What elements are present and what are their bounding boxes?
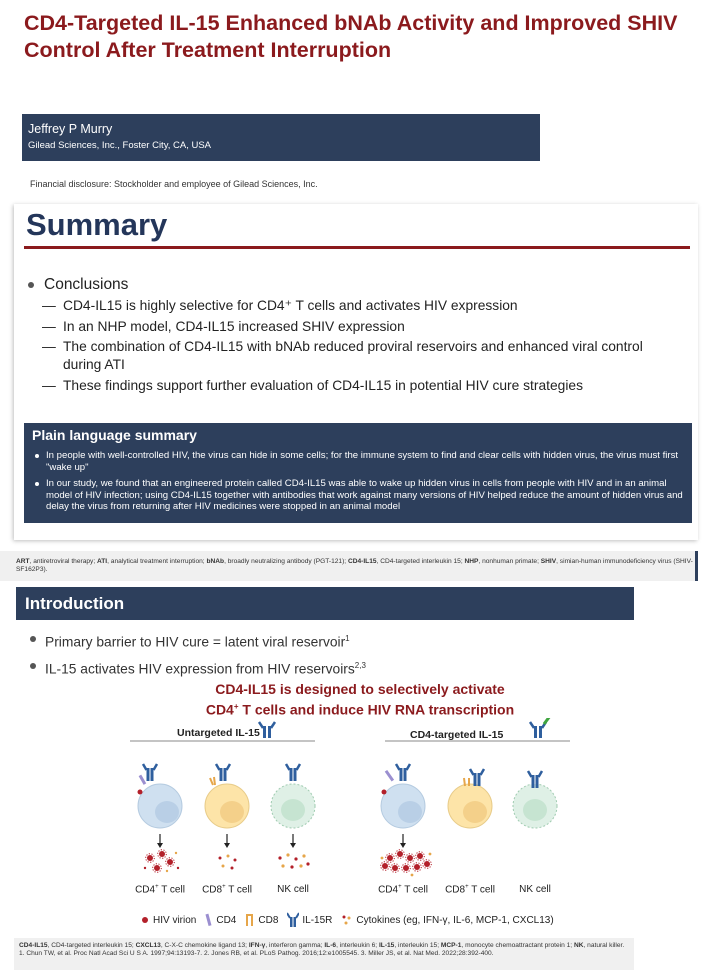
- nk-cell-untargeted: [271, 764, 315, 869]
- conclusion-item: — These findings support further evaluation of CD4-IL15 in potential HIV cure strategies: [42, 377, 682, 395]
- il15r-icon: [287, 912, 299, 928]
- abbrev-term: ART: [16, 558, 30, 565]
- bullet-dot: [28, 282, 34, 288]
- virion-icon: [140, 915, 150, 925]
- abbrev-def: , simian-human immunodeficiency virus (SHIV-SF162P3).: [16, 558, 693, 574]
- cd4-il15-icon: [530, 718, 550, 738]
- intro-bullet: Primary barrier to HIV cure = latent viral reservoir$^1$: [30, 630, 366, 652]
- summary-divider: [24, 246, 690, 249]
- introduction-header: Introduction: [16, 587, 634, 620]
- cd4-cell-targeted: [381, 764, 432, 876]
- abbrev-term: NHP: [464, 558, 479, 565]
- abbrev-term: ATI: [97, 558, 108, 565]
- il15-mechanism-diagram: [120, 718, 620, 910]
- intro-bullet: IL-15 activates HIV expression from HIV reservoirs$^{2,3}$: [30, 657, 366, 679]
- cytokine-icon: [341, 914, 353, 926]
- nk-cell-targeted: [513, 771, 557, 828]
- abbrev-term: CXCL13: [135, 942, 161, 949]
- abbrev-term: bNAb: [206, 558, 225, 565]
- abbrev-def: , nonhuman primate;: [478, 558, 541, 565]
- footnote-abbreviations: [19, 942, 634, 950]
- abbrev-def: , broadly neutralizing antibody (PGT-121);: [224, 558, 348, 565]
- plain-language-title: Plain language summary: [32, 427, 197, 443]
- abbrev-term: IFN-γ: [248, 942, 266, 949]
- summary-abbreviations: [16, 558, 696, 575]
- cell-label-cd4: CD4+ T cell: [378, 884, 428, 896]
- financial-disclosure: Financial disclosure: Stockholder and employee of Gilead Sciences, Inc.: [30, 179, 318, 189]
- cell-label-cd8: CD8+ T cell: [445, 884, 495, 896]
- abbrev-term: CD4-IL15: [19, 942, 48, 949]
- abbrev-def: , analytical treatment interruption;: [107, 558, 207, 565]
- abbrev-def: , CD4-targeted interleukin 15;: [47, 942, 136, 949]
- abbrev-def: , interleukin 15;: [394, 942, 441, 949]
- conclusion-item: — CD4-IL15 is highly selective for CD4⁺ T cells and activates HIV expression: [42, 297, 682, 315]
- conclusions-heading: Conclusions: [28, 276, 128, 294]
- abbrev-def: , interferon gamma;: [265, 942, 325, 949]
- abbrev-def: , interleukin 6;: [336, 942, 379, 949]
- il15-icon-untargeted: [259, 722, 275, 738]
- figure-caption: CD4-IL15 is designed to selectively activate CD4+ T cells and induce HIV RNA transcription: [205, 681, 515, 718]
- author-name: Jeffrey P Murry: [28, 122, 113, 136]
- legend-cytokines: Cytokines (eg, IFN-γ, IL-6, MCP-1, CXCL13): [341, 914, 553, 926]
- cell-label-cd4: CD4+ T cell: [135, 884, 185, 896]
- poster-title: CD4-Targeted IL-15 Enhanced bNAb Activity and Improved SHIV Control After Treatment Interruption: [24, 11, 678, 62]
- author-affiliation: Gilead Sciences, Inc., Foster City, CA, USA: [28, 140, 212, 151]
- figure-legend: [140, 912, 554, 928]
- abbrev-def: , monocyte chemoattractant protein 1;: [461, 942, 574, 949]
- cd8-marker-icon: [245, 913, 255, 927]
- legend-il15r: IL-15R: [287, 912, 332, 928]
- abbrev-term: NK: [573, 942, 584, 949]
- abbrev-def: , natural killer.: [583, 942, 625, 949]
- cell-label-nk: NK cell: [519, 884, 551, 895]
- abbrev-term: SHIV: [540, 558, 557, 565]
- abbrev-def: , CD4-targeted interleukin 15;: [376, 558, 465, 565]
- panel-left-label: Untargeted IL-15: [177, 727, 260, 739]
- abbrev-term: CD4-IL15: [347, 558, 377, 565]
- references: 1. Chun TW, et al. Proc Natl Acad Sci U S A. 1997;94:13193-7. 2. Jones RB, et al. PLoS Pathog. 2016;12:e1005545. 3. Miller JS, et al. Nat Med. 2022;28:392-400.: [19, 950, 494, 958]
- abbrev-def: , antiretroviral therapy;: [29, 558, 97, 565]
- cd4-marker-icon: [205, 913, 213, 927]
- legend-cd8: CD8: [245, 913, 278, 927]
- conclusions-list: [42, 297, 682, 398]
- plain-language-box: [24, 423, 692, 523]
- abbrev-def: , C-X-C chemokine ligand 13;: [160, 942, 249, 949]
- plain-language-item: In our study, we found that an engineered protein called CD4-IL15 was able to wake up hidden virus in cells from people with HIV and in an animal model of HIV infection; using CD4-IL15 together with antibodies that work against many versions of HIV helped reduce the amount of hidden virus and delay the virus from returning after HIV medicines were stopped in an animal model: [32, 478, 684, 513]
- summary-title: Summary: [26, 207, 168, 242]
- conclusion-item: — The combination of CD4-IL15 with bNAb reduced proviral reservoirs and enhanced viral control during ATI: [42, 338, 682, 374]
- abbrev-term: MCP-1: [440, 942, 462, 949]
- abbrev-term: IL-6: [324, 942, 337, 949]
- introduction-bullets: [30, 630, 366, 683]
- cd8-cell-untargeted: [205, 764, 249, 870]
- legend-hiv-virion: HIV virion: [140, 915, 196, 926]
- cd4-cell-untargeted: [138, 764, 183, 872]
- abbrev-term: IL-15: [378, 942, 395, 949]
- panel-right-label: CD4-targeted IL-15: [410, 729, 504, 741]
- author-box: [22, 114, 540, 161]
- references-block: [19, 942, 634, 959]
- plain-language-item: In people with well-controlled HIV, the virus can hide in some cells; for the immune system to find and clear cells with hidden virus, the virus must first "wake up": [32, 450, 684, 473]
- legend-cd4: CD4: [205, 913, 236, 927]
- cell-label-cd8: CD8+ T cell: [202, 884, 252, 896]
- conclusion-item: — In an NHP model, CD4-IL15 increased SHIV expression: [42, 318, 682, 336]
- cell-label-nk: NK cell: [277, 884, 309, 895]
- cd8-cell-targeted: [448, 769, 492, 828]
